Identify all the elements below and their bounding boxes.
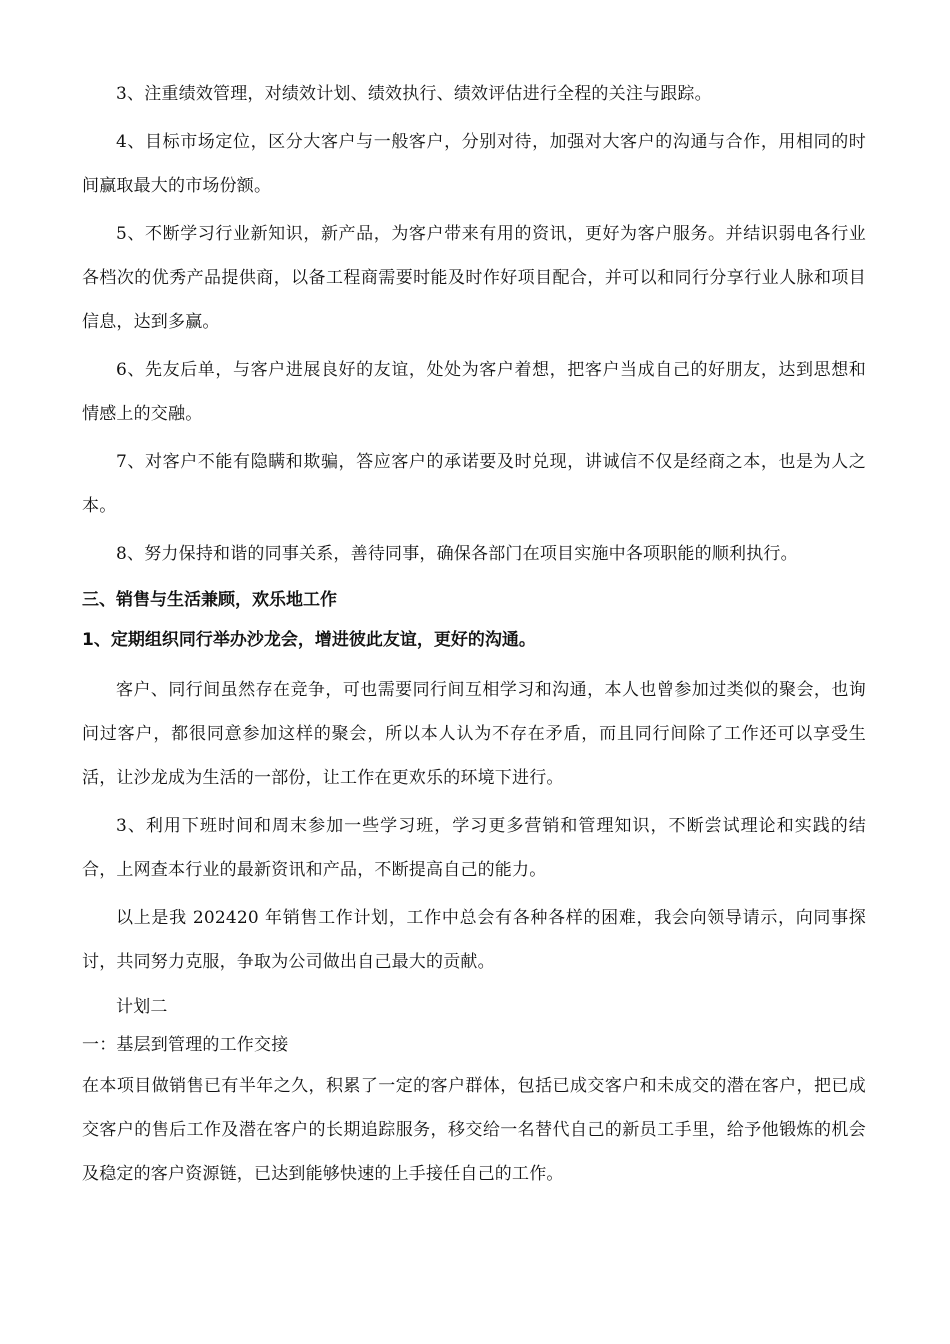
paragraph-8: 8、努力保持和谐的同事关系，善待同事，确保各部门在项目实施中各项职能的顺利执行。 <box>116 544 798 564</box>
paragraph-5: 5、不断学习行业新知识，新产品，为客户带来有用的资讯，更好为客户服务。并结识弱电各行业各档次的优秀产品提供商，以备工程商需要时能及时作好项目配合，并可以和同行分享行业人脉和项目信息，达到多赢。 <box>82 224 866 332</box>
plan-2-label: 计划二 <box>116 997 168 1017</box>
closing-paragraph: 以上是我 202420 年销售工作计划，工作中总会有各种各样的困难，我会向领导请示，向同事探讨，共同努力克服，争取为公司做出自己最大的贡献。 <box>82 908 866 972</box>
plan-2-heading: 一：基层到管理的工作交接 <box>82 1035 289 1055</box>
section-3-item-1: 1、定期组织同行举办沙龙会，增进彼此友谊，更好的沟通。 <box>82 630 536 650</box>
document-page <box>82 72 866 1196</box>
section-3-body-3: 3、利用下班时间和周末参加一些学习班，学习更多营销和管理知识，不断尝试理论和实践的结合，上网查本行业的最新资讯和产品，不断提高自己的能力。 <box>82 816 866 880</box>
paragraph-6: 6、先友后单，与客户进展良好的友谊，处处为客户着想，把客户当成自己的好朋友，达到思想和情感上的交融。 <box>82 360 866 424</box>
section-3-title: 三、销售与生活兼顾，欢乐地工作 <box>82 590 337 610</box>
plan-2-body: 在本项目做销售已有半年之久，积累了一定的客户群体，包括已成交客户和未成交的潜在客户，把已成交客户的售后工作及潜在客户的长期追踪服务，移交给一名替代自己的新员工手里，给予他锻炼的机会及稳定的客户资源链，已达到能够快速的上手接任自己的工作。 <box>82 1076 866 1184</box>
paragraph-3: 3、注重绩效管理，对绩效计划、绩效执行、绩效评估进行全程的关注与跟踪。 <box>116 84 712 104</box>
paragraph-7: 7、对客户不能有隐瞒和欺骗，答应客户的承诺要及时兑现，讲诚信不仅是经商之本，也是为人之本。 <box>82 452 866 516</box>
paragraph-4: 4、目标市场定位，区分大客户与一般客户，分别对待，加强对大客户的沟通与合作，用相同的时间赢取最大的市场份额。 <box>82 132 866 196</box>
section-3-body-1: 客户、同行间虽然存在竞争，可也需要同行间互相学习和沟通，本人也曾参加过类似的聚会，也询问过客户，都很同意参加这样的聚会，所以本人认为不存在矛盾，而且同行间除了工作还可以享受生活，让沙龙成为生活的一部份，让工作在更欢乐的环境下进行。 <box>82 680 866 788</box>
